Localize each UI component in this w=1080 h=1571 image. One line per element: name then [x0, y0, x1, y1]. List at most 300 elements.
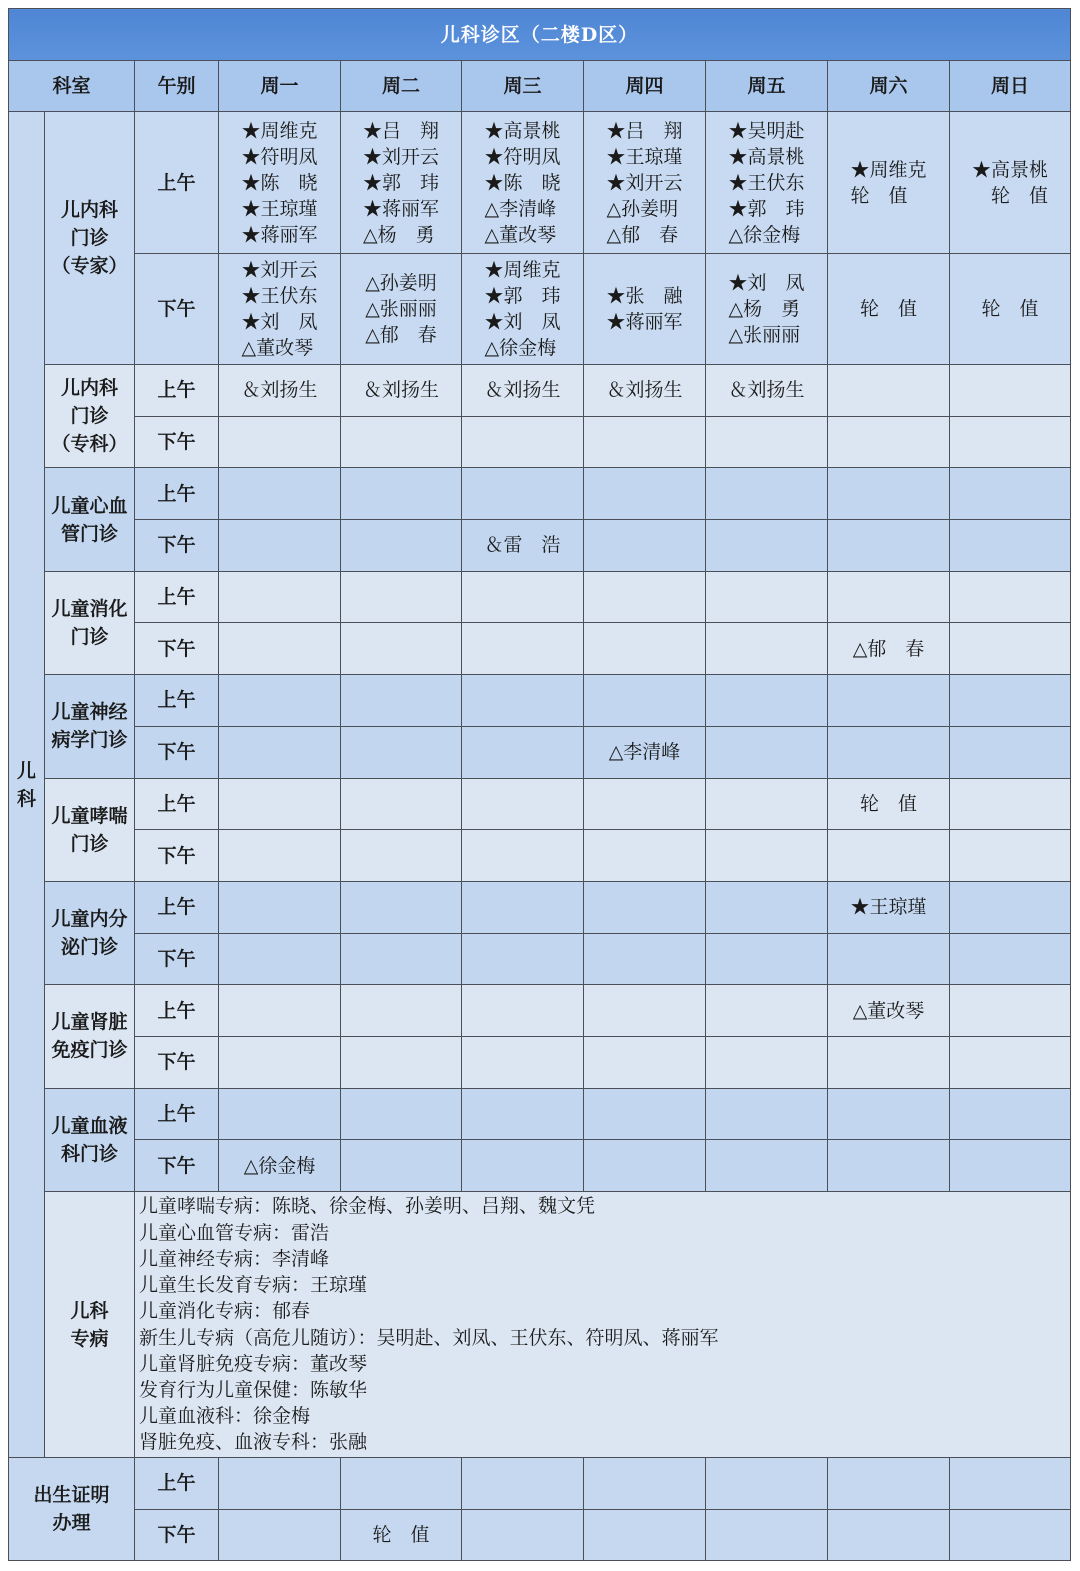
- schedule-cell: [219, 416, 341, 468]
- schedule-cell: [950, 254, 1071, 365]
- schedule-cell: [341, 623, 462, 675]
- doctor-list: [860, 296, 917, 322]
- doctor-list: [853, 636, 925, 662]
- schedule-cell: [706, 571, 828, 623]
- doctor-entry: ★刘开云: [606, 171, 683, 194]
- doctor-entry: ★周维克: [241, 119, 318, 142]
- specialty-list: [135, 1192, 1071, 1458]
- schedule-cell: [341, 254, 462, 365]
- schedule-cell: [584, 1088, 706, 1140]
- schedule-cell: [584, 1509, 706, 1561]
- doctor-entry: 轮 值: [972, 184, 1049, 207]
- doctor-entry: △郁 春: [606, 223, 679, 246]
- department-name: [45, 571, 135, 674]
- schedule-cell: [584, 830, 706, 882]
- schedule-cell: [706, 1088, 828, 1140]
- schedule-cell: [219, 254, 341, 365]
- header-day: 周日: [950, 61, 1071, 112]
- doctor-list: [606, 377, 682, 403]
- schedule-cell: [950, 623, 1071, 675]
- schedule-cell: [584, 1458, 706, 1510]
- schedule-cell: [828, 520, 950, 572]
- schedule-cell: [828, 985, 950, 1037]
- schedule-row: [9, 416, 1071, 468]
- doctor-entry: ＆刘扬生: [362, 379, 439, 402]
- doctor-entry: ＆刘扬生: [484, 379, 561, 402]
- period-label: 上午: [135, 468, 219, 520]
- schedule-cell: [341, 468, 462, 520]
- department-name-line: 儿内科: [60, 199, 118, 221]
- doctor-entry: 轮 值: [981, 298, 1039, 320]
- header-day: 周三: [462, 61, 584, 112]
- doctor-list: [853, 998, 925, 1024]
- department-group-label: 儿科: [16, 759, 36, 810]
- schedule-cell: [341, 881, 462, 933]
- schedule-cell: [950, 726, 1071, 778]
- schedule-cell: [219, 881, 341, 933]
- schedule-cell: [219, 520, 341, 572]
- specialty-row: [9, 1192, 1071, 1458]
- schedule-row: [9, 623, 1071, 675]
- doctor-entry: ★蒋丽军: [362, 197, 439, 220]
- doctor-entry: △郁 春: [852, 637, 925, 660]
- doctor-entry: ★周维克: [850, 158, 927, 181]
- schedule-cell: [950, 1509, 1071, 1561]
- schedule-cell: [462, 881, 584, 933]
- schedule-cell: [584, 778, 706, 830]
- schedule-cell: [341, 365, 462, 417]
- doctor-entry: ★高景桃: [484, 119, 561, 142]
- schedule-cell: [828, 675, 950, 727]
- doctor-entry: △徐金梅: [243, 1154, 316, 1177]
- specialty-line: 儿童消化专病：郁春: [139, 1300, 311, 1323]
- schedule-cell: [706, 1140, 828, 1192]
- schedule-row: [9, 1140, 1071, 1192]
- header-period: 午别: [135, 61, 219, 112]
- schedule-table: [8, 8, 1071, 1561]
- doctor-entry: △李清峰: [608, 741, 681, 764]
- schedule-row: [9, 112, 1071, 254]
- department-name-line: 免疫门诊: [51, 1039, 128, 1062]
- period-label: 下午: [135, 1036, 219, 1088]
- doctor-list: [728, 270, 804, 348]
- schedule-cell: [219, 985, 341, 1037]
- department-name: [45, 985, 135, 1088]
- schedule-cell: [584, 468, 706, 520]
- department-name-line: 泌门诊: [60, 936, 118, 959]
- schedule-cell: [706, 1509, 828, 1561]
- department-name-line: 门诊: [70, 625, 109, 648]
- schedule-row: [9, 1509, 1071, 1561]
- department-name-line: 病学门诊: [51, 729, 128, 752]
- schedule-cell: [584, 520, 706, 572]
- schedule-row: [9, 1036, 1071, 1088]
- doctor-list: [484, 118, 560, 248]
- schedule-cell: [462, 365, 584, 417]
- doctor-list: [982, 296, 1039, 322]
- doctor-list: [484, 377, 560, 403]
- doctor-entry: ★吴明赴: [728, 119, 805, 142]
- period-label: 下午: [135, 623, 219, 675]
- department-name-line: 儿童消化: [51, 597, 128, 620]
- doctor-entry: △郁 春: [365, 324, 437, 346]
- schedule-cell: [950, 520, 1071, 572]
- schedule-cell: [950, 1140, 1071, 1192]
- period-label: 上午: [135, 1088, 219, 1140]
- schedule-cell: [462, 1036, 584, 1088]
- schedule-cell: [219, 778, 341, 830]
- schedule-cell: [462, 726, 584, 778]
- schedule-cell: [584, 254, 706, 365]
- doctor-list: [241, 377, 317, 403]
- schedule-cell: [950, 675, 1071, 727]
- schedule-cell: [462, 1140, 584, 1192]
- specialty-line: 儿童神经专病：李清峰: [139, 1247, 330, 1270]
- doctor-entry: ★吕 翔: [362, 119, 439, 142]
- period-label: 上午: [135, 778, 219, 830]
- doctor-list: [484, 532, 560, 558]
- schedule-row: [9, 778, 1071, 830]
- doctor-entry: △杨 勇: [728, 298, 801, 320]
- schedule-cell: [706, 1036, 828, 1088]
- doctor-entry: ★刘 凤: [728, 272, 805, 294]
- doctor-entry: ★王伏东: [728, 171, 805, 194]
- doctor-entry: 轮 值: [859, 792, 917, 815]
- schedule-row: [9, 933, 1071, 985]
- schedule-cell: [462, 571, 584, 623]
- schedule-cell: [219, 112, 341, 254]
- header-dept: 科室: [9, 61, 135, 112]
- schedule-cell: [341, 1140, 462, 1192]
- doctor-entry: △董改琴: [241, 337, 314, 359]
- schedule-cell: [828, 571, 950, 623]
- period-label: 下午: [135, 416, 219, 468]
- department-name: [45, 675, 135, 778]
- schedule-cell: [584, 112, 706, 254]
- department-name-line: 门诊: [70, 832, 109, 855]
- schedule-cell: [828, 1140, 950, 1192]
- schedule-cell: [341, 571, 462, 623]
- schedule-cell: [341, 985, 462, 1037]
- schedule-cell: [828, 881, 950, 933]
- department-name: [45, 1088, 135, 1191]
- doctor-entry: ★刘开云: [241, 259, 318, 281]
- schedule-row: [9, 254, 1071, 365]
- schedule-cell: [462, 254, 584, 365]
- schedule-row: [9, 881, 1071, 933]
- specialty-line: 儿童心血管专病：雷浩: [139, 1221, 330, 1244]
- schedule-cell: [219, 933, 341, 985]
- schedule-row: [9, 1458, 1071, 1510]
- schedule-cell: [706, 830, 828, 882]
- schedule-cell: [462, 520, 584, 572]
- schedule-cell: [341, 1509, 462, 1561]
- doctor-entry: 轮 值: [859, 298, 917, 320]
- doctor-entry: ★蒋丽军: [606, 311, 683, 333]
- schedule-cell: [462, 1458, 584, 1510]
- schedule-cell: [828, 778, 950, 830]
- schedule-cell: [950, 933, 1071, 985]
- schedule-cell: [219, 1509, 341, 1561]
- schedule-cell: [584, 726, 706, 778]
- schedule-cell: [341, 830, 462, 882]
- schedule-row: [9, 1088, 1071, 1140]
- doctor-list: [484, 257, 560, 361]
- doctor-entry: ★高景桃: [972, 158, 1049, 181]
- department-name-line: 儿童血液: [51, 1114, 128, 1137]
- schedule-row: [9, 571, 1071, 623]
- schedule-cell: [828, 365, 950, 417]
- header-day: 周一: [219, 61, 341, 112]
- doctor-entry: △董改琴: [484, 223, 557, 246]
- schedule-row: [9, 365, 1071, 417]
- doctor-entry: △张丽丽: [365, 298, 437, 320]
- doctor-entry: ★陈 晓: [241, 171, 318, 194]
- schedule-cell: [950, 778, 1071, 830]
- period-label: 下午: [135, 1509, 219, 1561]
- schedule-cell: [462, 1509, 584, 1561]
- schedule-cell: [584, 571, 706, 623]
- doctor-list: [363, 377, 439, 403]
- schedule-cell: [219, 1088, 341, 1140]
- schedule-cell: [584, 623, 706, 675]
- doctor-entry: ★郭 玮: [484, 285, 561, 307]
- department-name: [45, 468, 135, 571]
- department-name: [45, 112, 135, 365]
- department-name-line: （专科）: [51, 433, 128, 456]
- doctor-list: [860, 791, 917, 817]
- department-name: [45, 1192, 135, 1458]
- schedule-cell: [462, 778, 584, 830]
- doctor-entry: ★郭 玮: [362, 171, 439, 194]
- period-label: 下午: [135, 830, 219, 882]
- schedule-cell: [950, 112, 1071, 254]
- schedule-cell: [950, 1088, 1071, 1140]
- doctor-list: [606, 283, 682, 335]
- schedule-cell: [462, 675, 584, 727]
- schedule-cell: [584, 675, 706, 727]
- doctor-entry: ★符明凤: [241, 145, 318, 168]
- doctor-list: [850, 894, 926, 920]
- schedule-cell: [462, 623, 584, 675]
- schedule-row: [9, 985, 1071, 1037]
- schedule-cell: [950, 881, 1071, 933]
- period-label: 下午: [135, 933, 219, 985]
- schedule-cell: [828, 830, 950, 882]
- schedule-cell: [706, 365, 828, 417]
- schedule-cell: [584, 416, 706, 468]
- doctor-entry: △徐金梅: [484, 337, 557, 359]
- doctor-entry: 轮 值: [372, 1523, 430, 1546]
- schedule-cell: [584, 1140, 706, 1192]
- schedule-cell: [950, 571, 1071, 623]
- doctor-entry: ★蒋丽军: [241, 223, 318, 246]
- doctor-entry: ★刘开云: [362, 145, 439, 168]
- schedule-cell: [341, 675, 462, 727]
- schedule-cell: [828, 726, 950, 778]
- schedule-cell: [828, 416, 950, 468]
- doctor-entry: ★郭 玮: [728, 197, 805, 220]
- department-group: [9, 112, 45, 1458]
- specialty-line: 新生儿专病（高危儿随访）：吴明赴、刘凤、王伏东、符明凤、蒋丽军: [139, 1326, 719, 1349]
- period-label: 上午: [135, 571, 219, 623]
- doctor-entry: ★王琼瑾: [241, 197, 318, 220]
- doctor-entry: ★高景桃: [728, 145, 805, 168]
- department-name-line: 儿童心血: [51, 494, 128, 517]
- specialty-line: 儿童生长发育专病：王琼瑾: [139, 1274, 368, 1297]
- schedule-cell: [584, 985, 706, 1037]
- header-day: 周二: [341, 61, 462, 112]
- doctor-entry: ★周维克: [484, 259, 561, 281]
- schedule-cell: [950, 985, 1071, 1037]
- doctor-list: [363, 118, 439, 248]
- schedule-cell: [219, 1036, 341, 1088]
- header-day: 周五: [706, 61, 828, 112]
- department-name-line: （专家）: [51, 255, 128, 277]
- doctor-entry: ＆刘扬生: [728, 379, 805, 402]
- doctor-list: [244, 1153, 316, 1179]
- schedule-cell: [706, 675, 828, 727]
- schedule-cell: [584, 1036, 706, 1088]
- schedule-cell: [706, 726, 828, 778]
- doctor-list: [606, 118, 682, 248]
- department-name-line: 办理: [52, 1512, 91, 1534]
- period-label: 上午: [135, 675, 219, 727]
- schedule-cell: [706, 112, 828, 254]
- doctor-list: [728, 118, 804, 248]
- department-name-line: 出生证明: [33, 1484, 110, 1506]
- schedule-cell: [950, 365, 1071, 417]
- schedule-cell: [462, 830, 584, 882]
- schedule-cell: [706, 778, 828, 830]
- schedule-row: [9, 468, 1071, 520]
- doctor-entry: ★陈 晓: [484, 171, 561, 194]
- schedule-cell: [462, 416, 584, 468]
- schedule-cell: [584, 881, 706, 933]
- department-name: [45, 881, 135, 984]
- schedule-cell: [219, 623, 341, 675]
- doctor-entry: △徐金梅: [728, 223, 801, 246]
- schedule-cell: [219, 675, 341, 727]
- header-day: 周六: [828, 61, 950, 112]
- schedule-cell: [828, 933, 950, 985]
- schedule-cell: [950, 1458, 1071, 1510]
- schedule-cell: [219, 726, 341, 778]
- schedule-cell: [950, 1036, 1071, 1088]
- schedule-cell: [584, 933, 706, 985]
- schedule-cell: [462, 112, 584, 254]
- department-name-line: 儿内科: [60, 377, 118, 400]
- schedule-row: [9, 520, 1071, 572]
- period-label: 下午: [135, 254, 219, 365]
- doctor-entry: △董改琴: [852, 999, 925, 1022]
- schedule-cell: [828, 1036, 950, 1088]
- schedule-cell: [341, 416, 462, 468]
- schedule-cell: [950, 830, 1071, 882]
- department-name-line: 儿童哮喘: [51, 804, 128, 827]
- department-name: [45, 365, 135, 468]
- doctor-entry: ★王琼瑾: [606, 145, 683, 168]
- schedule-cell: [341, 520, 462, 572]
- doctor-list: [972, 157, 1048, 209]
- schedule-cell: [950, 416, 1071, 468]
- period-label: 上午: [135, 112, 219, 254]
- schedule-cell: [706, 1458, 828, 1510]
- period-label: 上午: [135, 1458, 219, 1510]
- doctor-list: [609, 739, 681, 765]
- header-day: 周四: [584, 61, 706, 112]
- doctor-entry: △杨 勇: [362, 223, 435, 246]
- doctor-entry: △张丽丽: [728, 324, 801, 346]
- specialty-line: 发育行为儿童保健：陈敏华: [139, 1378, 368, 1401]
- schedule-cell: [462, 933, 584, 985]
- doctor-list: [728, 377, 804, 403]
- doctor-entry: ＆刘扬生: [241, 379, 318, 402]
- schedule-cell: [341, 778, 462, 830]
- doctor-entry: ★符明凤: [484, 145, 561, 168]
- schedule-cell: [219, 468, 341, 520]
- schedule-cell: [341, 1088, 462, 1140]
- schedule-cell: [462, 468, 584, 520]
- schedule-cell: [828, 112, 950, 254]
- specialty-line: 肾脏免疫、血液专科：张融: [139, 1431, 368, 1454]
- doctor-entry: △李清峰: [484, 197, 557, 220]
- schedule-cell: [828, 254, 950, 365]
- doctor-entry: 轮 值: [850, 184, 908, 207]
- doctor-entry: ★王伏东: [241, 285, 318, 307]
- specialty-line: 儿童血液科：徐金梅: [139, 1405, 311, 1428]
- department-name-line: 专病: [70, 1327, 109, 1350]
- doctor-list: [365, 270, 437, 348]
- period-label: 上午: [135, 985, 219, 1037]
- doctor-entry: ★张 融: [606, 285, 683, 307]
- schedule-cell: [219, 571, 341, 623]
- department-name-line: 门诊: [70, 227, 109, 249]
- schedule-cell: [828, 623, 950, 675]
- schedule-cell: [341, 726, 462, 778]
- period-label: 下午: [135, 726, 219, 778]
- doctor-entry: △孙姜明: [365, 272, 437, 294]
- period-label: 下午: [135, 1140, 219, 1192]
- schedule-cell: [219, 365, 341, 417]
- schedule-cell: [462, 1088, 584, 1140]
- doctor-entry: ★王琼瑾: [850, 896, 927, 919]
- schedule-row: [9, 675, 1071, 727]
- schedule-cell: [950, 468, 1071, 520]
- schedule-cell: [828, 1088, 950, 1140]
- schedule-row: [9, 726, 1071, 778]
- schedule-cell: [219, 1458, 341, 1510]
- schedule-cell: [584, 365, 706, 417]
- schedule-cell: [706, 881, 828, 933]
- period-label: 上午: [135, 365, 219, 417]
- schedule-cell: [462, 985, 584, 1037]
- department-name-line: 儿童神经: [51, 701, 128, 724]
- schedule-cell: [706, 985, 828, 1037]
- schedule-cell: [706, 254, 828, 365]
- department-name-line: 门诊: [70, 405, 109, 428]
- schedule-cell: [219, 830, 341, 882]
- department-name-line: 科门诊: [60, 1142, 118, 1165]
- doctor-list: [372, 1522, 429, 1548]
- specialty-line: 儿童哮喘专病：陈晓、徐金梅、孙姜明、吕翔、魏文凭: [139, 1195, 596, 1218]
- doctor-entry: ★吕 翔: [606, 119, 683, 142]
- doctor-list: [850, 157, 926, 209]
- schedule-cell: [341, 112, 462, 254]
- specialty-line: 儿童肾脏免疫专病：董改琴: [139, 1352, 368, 1375]
- period-label: 上午: [135, 881, 219, 933]
- schedule-row: [9, 830, 1071, 882]
